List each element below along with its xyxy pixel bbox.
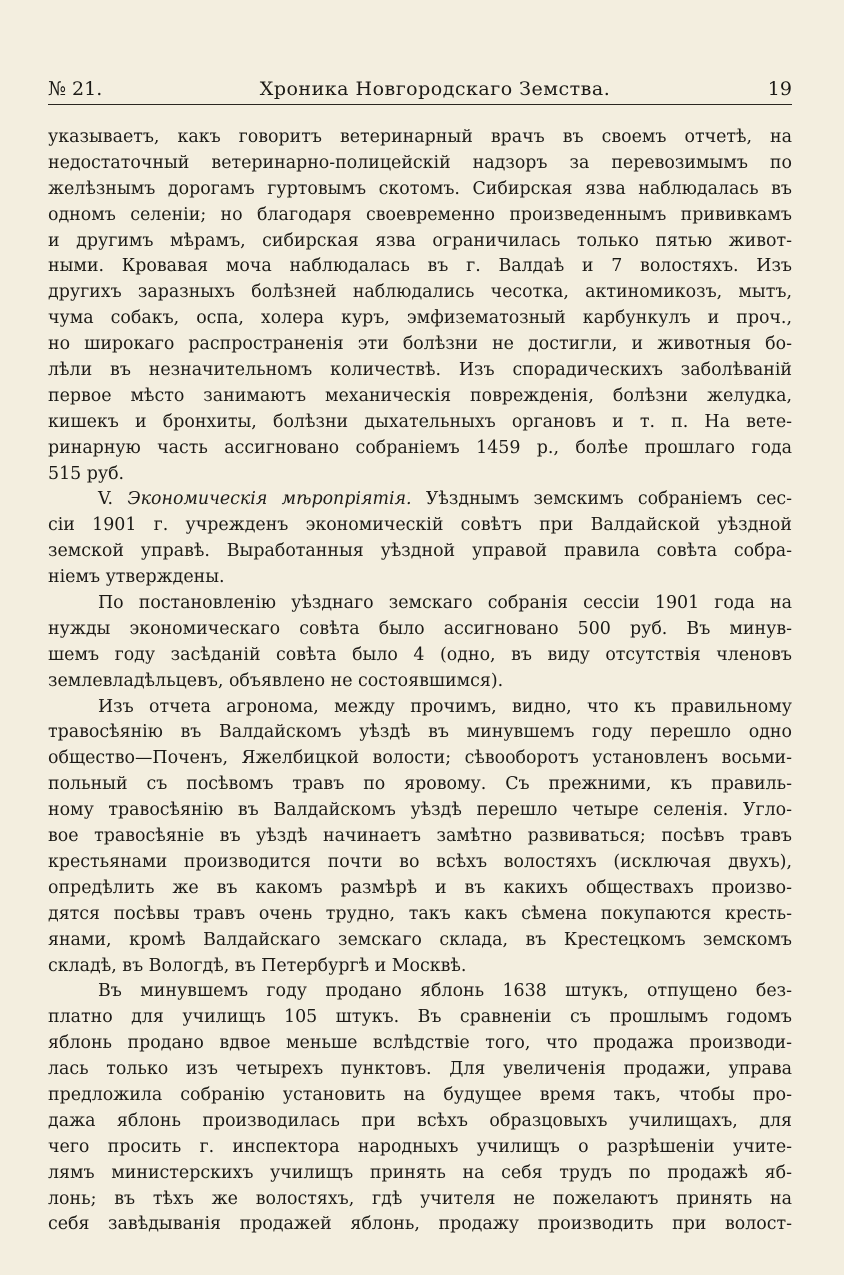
text-line: Въ минувшемъ году продано яблонь 1638 штукъ, отпущено без- bbox=[98, 981, 792, 1002]
text-line: и другимъ мѣрамъ, сибирская язва ограничилась только пятью живот- bbox=[48, 230, 792, 251]
text-line: V. Экономическія мѣропріятія. Уѣзднымъ земскимъ собраніемъ сес- bbox=[98, 489, 793, 510]
text-line: травосѣянію въ Валдайскомъ уѣздѣ въ минувшемъ году перешло одно bbox=[48, 722, 792, 743]
page-number: 19 bbox=[767, 78, 792, 100]
text-line: складѣ, въ Вологдѣ, въ Петербургѣ и Москвѣ. bbox=[48, 955, 467, 976]
issue-number: № 21. bbox=[48, 78, 103, 100]
text-line: По постановленію уѣзднаго земскаго собранія сессіи 1901 года на bbox=[98, 593, 792, 614]
text-line: ными. Кровавая моча наблюдалась въ г. Валдаѣ и 7 волостяхъ. Изъ bbox=[48, 256, 792, 277]
text-line: нужды экономическаго совѣта было ассигновано 500 руб. Въ минув- bbox=[48, 618, 792, 639]
text-line: лонь; въ тѣхъ же волостяхъ, гдѣ учителя не пожелаютъ принять на bbox=[48, 1188, 792, 1209]
text-line: землевладѣльцевъ, объявлено не состоявшимся). bbox=[48, 670, 504, 691]
page-header bbox=[48, 70, 792, 105]
text-line: янами, кромѣ Валдайскаго земскаго склада, въ Крестецкомъ земскомъ bbox=[48, 929, 792, 950]
text-line: чего просить г. инспектора народныхъ училищъ о разрѣшеніи учите- bbox=[48, 1136, 792, 1157]
text-line: предложила собранію установить на будущее время такъ, чтобы про- bbox=[48, 1084, 792, 1105]
body-text bbox=[48, 125, 792, 1238]
text-line: ному травосѣянію въ Валдайскомъ уѣздѣ перешло четыре селенія. Угло- bbox=[48, 800, 792, 821]
text-line: 515 руб. bbox=[48, 463, 125, 484]
text-line: ніемъ утверждены. bbox=[48, 567, 225, 588]
text-line: одномъ селеніи; но благодаря своевременно произведеннымъ прививкамъ bbox=[48, 204, 792, 225]
text-line: первое мѣсто занимаютъ механическія поврежденія, болѣзни желудка, bbox=[48, 385, 792, 406]
journal-title: Хроника Новгородскаго Земства. bbox=[259, 78, 611, 100]
text-line: земской управѣ. Выработанныя уѣздной управой правила совѣта собра- bbox=[48, 541, 792, 562]
text-line: желѣзнымъ дорогамъ гуртовымъ скотомъ. Сибирская язва наблюдалась въ bbox=[48, 178, 792, 199]
text-line: яблонь продано вдвое меньше вслѣдствіе того, что продажа производи- bbox=[48, 1033, 792, 1054]
text-line: но широкаго распространенія эти болѣзни не достигли, и животныя бо- bbox=[48, 334, 792, 355]
text-line: себя завѣдыванія продажей яблонь, продажу производить при волост- bbox=[48, 1214, 792, 1235]
text-line: ринарную часть ассигновано собраніемъ 1459 р., болѣе прошлаго года bbox=[48, 437, 792, 458]
section-heading: Экономическія мѣропріятія. bbox=[127, 489, 412, 510]
text-line: польный съ посѣвомъ травъ по яровому. Съ прежними, къ правиль- bbox=[48, 774, 792, 795]
text-line: дажа яблонь производилась при всѣхъ образцовыхъ училищахъ, для bbox=[48, 1110, 792, 1131]
text-line: шемъ году засѣданій совѣта было 4 (одно, въ виду отсутствія членовъ bbox=[48, 644, 792, 665]
text-line: общество—Поченъ, Яжелбицкой волости; сѣвооборотъ установленъ восьми- bbox=[48, 748, 792, 769]
text-line: Изъ отчета агронома, между прочимъ, видно, что къ правильному bbox=[98, 696, 792, 717]
text-line: кишекъ и бронхиты, болѣзни дыхательныхъ органовъ и т. п. На вете- bbox=[48, 411, 792, 432]
text-line: чума собакъ, оспа, холера куръ, эмфизематозный карбункулъ и проч., bbox=[48, 308, 792, 329]
text-line: дятся посѣвы травъ очень трудно, такъ какъ сѣмена покупаются кресть- bbox=[48, 903, 792, 924]
text-line: указываетъ, какъ говоритъ ветеринарный врачъ въ своемъ отчетѣ, на bbox=[48, 127, 792, 147]
text-line: крестьянами производится почти во всѣхъ волостяхъ (исключая двухъ), bbox=[48, 851, 792, 872]
text-line: лямъ министерскихъ училищъ принять на себя трудъ по продажѣ яб- bbox=[48, 1162, 792, 1183]
text-line: лась только изъ четырехъ пунктовъ. Для увеличенія продажи, управа bbox=[48, 1059, 792, 1080]
text-line: недостаточный ветеринарно-полицейскій надзоръ за перевозимымъ по bbox=[48, 152, 792, 173]
text-line: другихъ заразныхъ болѣзней наблюдались чесотка, актиномикозъ, мытъ, bbox=[48, 282, 792, 303]
text-line: лѣли въ незначительномъ количествѣ. Изъ спорадическихъ заболѣваній bbox=[48, 360, 792, 381]
text-line: опредѣлить же въ какомъ размѣрѣ и въ какихъ обществахъ произво- bbox=[48, 877, 792, 898]
text-line: сіи 1901 г. учрежденъ экономическій совѣтъ при Валдайской уѣздной bbox=[48, 515, 792, 536]
text-line: платно для училищъ 105 штукъ. Въ сравненіи съ прошлымъ годомъ bbox=[48, 1007, 792, 1028]
text-line: вое травосѣяніе въ уѣздѣ начинаетъ замѣтно развиваться; посѣвъ травъ bbox=[48, 826, 792, 847]
